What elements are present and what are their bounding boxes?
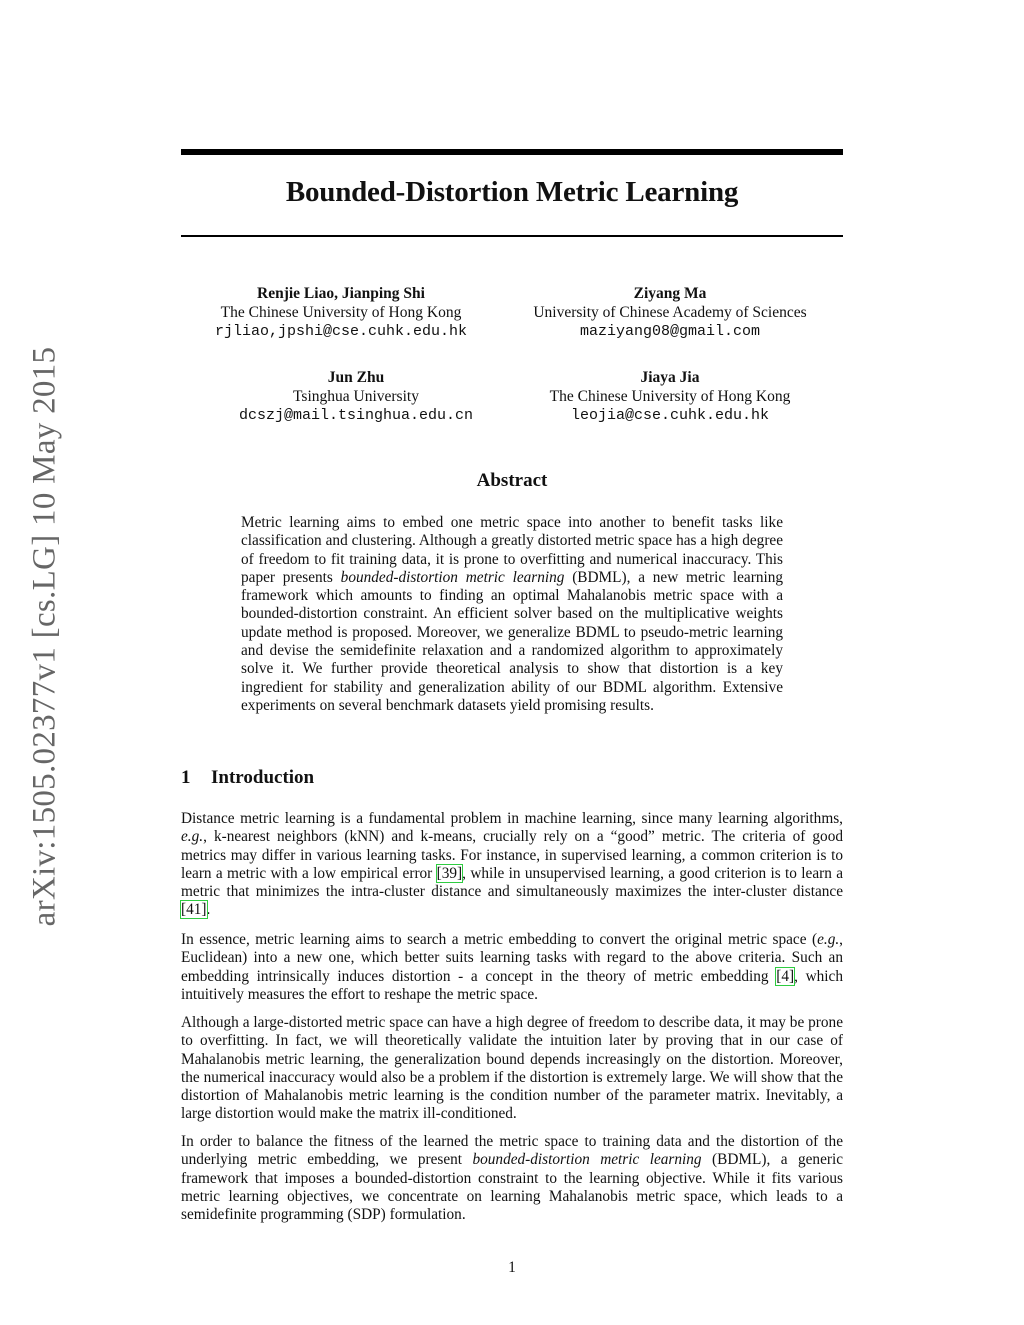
intro-paragraph-3: Although a large-distorted metric space can have a high degree of freedom to describe data, it may be prone to overfitting. In fact, we will theoretically validate the intuition later by proving that in our case of Mahalanobis metric learning, the generalization bound depends increasingly on the distortion. Moreover, the numerical inaccuracy would also be a problem if the distortion is extremely large. We will show that the distortion of Mahalanobis metric learning is the condition number of the parameter matrix. Inevitably, a large distortion would make the matrix ill-conditioned. (181, 1014, 843, 1123)
arxiv-identifier: arXiv:1505.02377v1 [cs.LG] 10 May 2015 (26, 346, 63, 927)
section-number: 1 (181, 767, 191, 788)
abstract-text: Metric learning aims to embed one metric space into another to benefit tasks like classification and clustering. Although a greatly distorted metric space has a high degree of freedom to fit training data, it is prone to overfitting and numerical inaccuracy. This paper presents bounded-distortion metric learning (BDML), a new metric learning framework which amounts to finding an optimal Mahalanobis metric space with a bounded-distortion constraint. An efficient solver based on the multiplicative weights update method is proposed. Moreover, we generalize BDML to pseudo-metric learning and devise the semidefinite relaxation and a randomized algorithm to approximately solve it. We further provide theoretical analysis to show that distortion is a key ingredient for stability and generalization ability of our BDML algorithm. Extensive experiments on several benchmark datasets yield promising results. (241, 514, 784, 714)
author-block-ma (500, 284, 840, 341)
author-name: Ziyang Ma (633, 285, 707, 302)
intro-paragraph-2: In essence, metric learning aims to search a metric embedding to convert the original metric space (e.g., Euclidean) into a new one, which better suits learning tasks with regard to the above criteria. Such an embedding intrinsically induces distortion - a concept in the theory of metric embedding [4], which intuitively measures the effort to reshape the metric space. (181, 931, 843, 1003)
author-affiliation: The Chinese University of Hong Kong (220, 304, 462, 321)
author-email[interactable]: maziyang08@gmail.com (579, 323, 761, 340)
abstract-heading: Abstract (476, 470, 548, 491)
citation-link[interactable]: [41] (181, 901, 207, 919)
author-email[interactable]: rjliao,jpshi@cse.cuhk.edu.hk (214, 323, 468, 340)
page-number: 1 (508, 1259, 516, 1276)
intro-paragraph-1: Distance metric learning is a fundamental problem in machine learning, since many learning algorithms, e.g., k-nearest neighbors (kNN) and k-means, crucially rely on a “good” metric. The criteria of good metrics may differ in various learning tasks. For instance, in supervised learning, a common criterion is to learn a metric with a low empirical error [39], while in unsupervised learning, a good criterion is to learn a metric that minimizes the intra-cluster distance and simultaneously maximizes the inter-cluster distance [41]. (181, 810, 843, 919)
title-bottom-rule (181, 235, 843, 237)
author-affiliation: University of Chinese Academy of Sciences (533, 304, 807, 321)
author-block-liao-shi (171, 284, 511, 341)
author-email[interactable]: dcszj@mail.tsinghua.edu.cn (238, 407, 474, 424)
title-top-rule (181, 149, 843, 155)
section-title: Introduction (211, 767, 315, 788)
author-name: Jiaya Jia (640, 369, 700, 386)
section-heading-introduction (181, 767, 314, 789)
author-block-zhu (186, 368, 526, 425)
intro-paragraph-4: In order to balance the fitness of the learned the metric space to training data and the distortion of the underlying metric embedding, we present bounded-distortion metric learning (BDML), a generic framework that imposes a bounded-distortion constraint to the learning objective. While it fits various metric learning objectives, we concentrate on learning Mahalanobis metric space, which leads to a semidefinite programming (SDP) formulation. (181, 1133, 843, 1224)
author-name: Renjie Liao, Jianping Shi (257, 285, 425, 302)
author-affiliation: Tsinghua University (293, 388, 419, 405)
author-block-jia (500, 368, 840, 425)
author-name: Jun Zhu (327, 369, 385, 386)
citation-link[interactable]: [39] (436, 864, 463, 882)
author-email[interactable]: leojia@cse.cuhk.edu.hk (570, 407, 770, 424)
paper-title: Bounded-Distortion Metric Learning (285, 176, 739, 208)
citation-link[interactable]: [4] (776, 967, 795, 985)
author-affiliation: The Chinese University of Hong Kong (549, 388, 791, 405)
